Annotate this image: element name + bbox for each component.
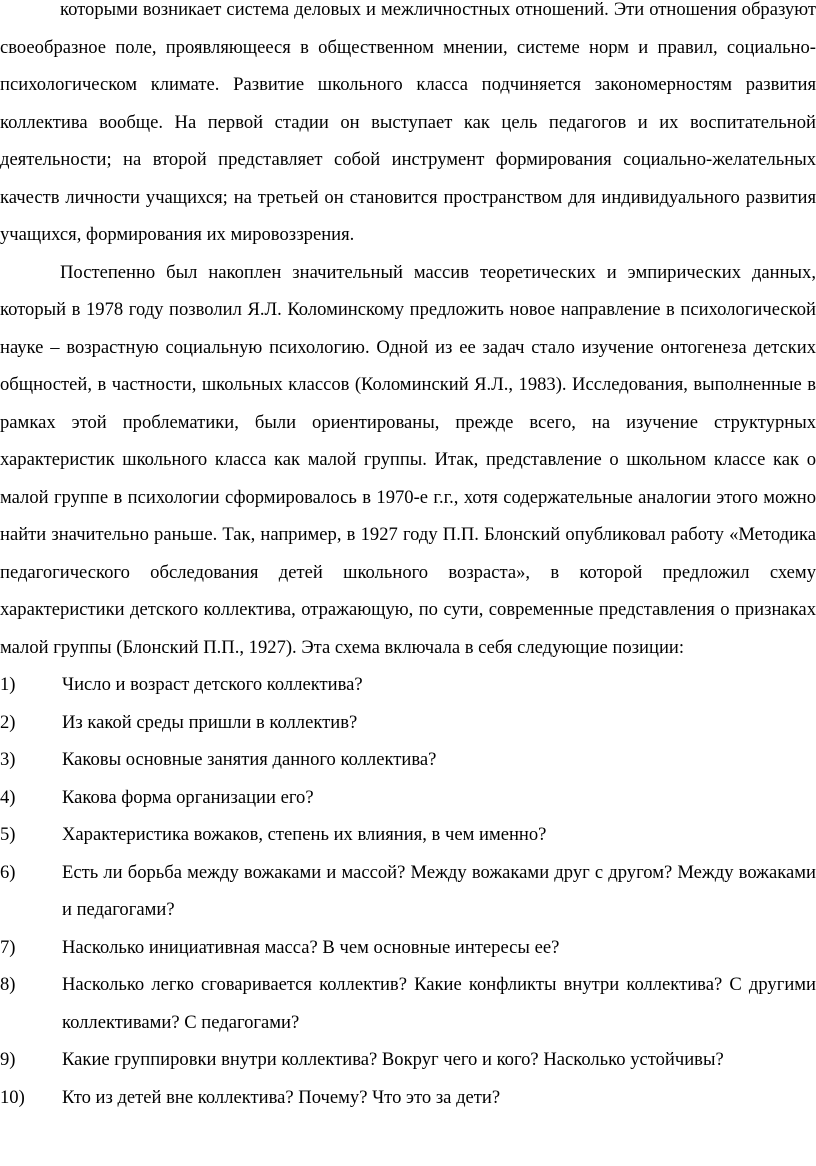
list-item bbox=[0, 1041, 816, 1079]
list-item-number: 4) bbox=[0, 786, 16, 808]
list-item-number: 5) bbox=[0, 824, 16, 845]
list-item-number: 2) bbox=[0, 711, 16, 733]
paragraph-continued: которыми возникает система деловых и межличностных отношений. Эти отношения образуют своеобразное поле, проявляющееся в общественном мнении, системе норм и правил, социально-психологическом климате. Развитие школьного класса подчиняется закономерностям развития коллектива вообще. На первой стадии он выступает как цель педагогов и их воспитательной деятельности; на второй представляет собой инструмент формирования социально-желательных качеств личности учащихся; на третьей он становится пространством для индивидуального развития учащихся, формирования их мировоззрения. bbox=[0, 0, 816, 245]
list-item-text: Какие группировки внутри коллектива? Вокруг чего и кого? Насколько устойчивы? bbox=[62, 1049, 724, 1070]
list-item bbox=[0, 704, 816, 742]
list-item-number: 7) bbox=[0, 936, 16, 958]
list-item-text: Насколько легко сговаривается коллектив? Какие конфликты внутри коллектива? С другими коллективами? С педагогами? bbox=[62, 974, 816, 1033]
list-item-text: Из какой среды пришли в коллектив? bbox=[62, 711, 358, 733]
list-item-text: Число и возраст детского коллектива? bbox=[62, 674, 363, 695]
blonsky-scheme-list bbox=[0, 666, 816, 1116]
list-item-number: 6) bbox=[0, 861, 16, 883]
list-item-number: 10) bbox=[0, 1086, 25, 1108]
list-item-number: 9) bbox=[0, 1049, 16, 1070]
list-item-text: Насколько инициативная масса? В чем основные интересы ее? bbox=[62, 936, 560, 958]
list-item-text: Есть ли борьба между вожаками и массой? Между вожаками друг с другом? Между вожаками и педагогами? bbox=[62, 861, 816, 920]
paragraph-history: Постепенно был накоплен значительный массив теоретических и эмпирических данных, который в 1978 году позволил Я.Л. Коломинскому предложить новое направление в психологической науке – возрастную социальную психологию. Одной из ее задач стало изучение онтогенеза детских общностей, в частности, школьных классов (Коломинский Я.Л., 1983). Исследования, выполненные в рамках этой проблематики, были ориентированы, прежде всего, на изучение структурных характеристик школьного класса как малой группы. Итак, представление о школьном классе как о малой группе в психологии сформировалось в 1970-е г.г., хотя содержательные аналогии этого можно найти значительно раньше. Так, например, в 1927 году П.П. Блонский опубликовал работу «Методика педагогического обследования детей школьного возраста», в которой предложил схему характеристики детского коллектива, отражающую, по сути, современные представления о признаках малой группы (Блонский П.П., 1927). Эта схема включала в себя следующие позиции: bbox=[0, 261, 816, 658]
list-item bbox=[0, 779, 816, 817]
list-item-text: Кто из детей вне коллектива? Почему? Что это за дети? bbox=[62, 1086, 501, 1108]
list-item-number: 8) bbox=[0, 974, 16, 995]
list-item bbox=[0, 966, 816, 1041]
list-item bbox=[0, 666, 816, 704]
list-item bbox=[0, 854, 816, 929]
list-item bbox=[0, 929, 816, 967]
list-item-text: Какова форма организации его? bbox=[62, 786, 314, 808]
list-item bbox=[0, 741, 816, 779]
list-item-text: Характеристика вожаков, степень их влияния, в чем именно? bbox=[62, 824, 547, 845]
list-item-text: Каковы основные занятия данного коллектива? bbox=[62, 749, 437, 770]
list-item bbox=[0, 816, 816, 854]
list-item-number: 1) bbox=[0, 674, 16, 695]
list-item-number: 3) bbox=[0, 749, 16, 770]
list-item bbox=[0, 1079, 816, 1117]
